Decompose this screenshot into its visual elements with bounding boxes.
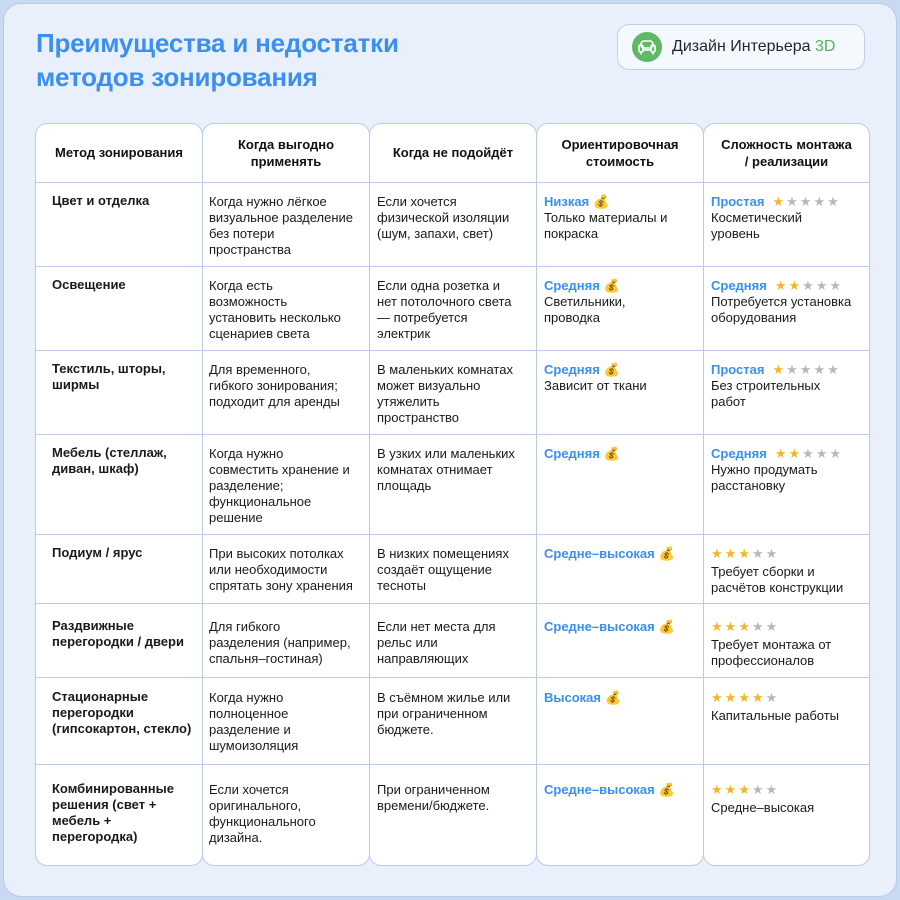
- row-divider: [35, 350, 870, 351]
- method-line: ширмы: [52, 377, 100, 392]
- when-bad-line: комнатах отнимает: [377, 462, 493, 477]
- complexity-note-line: Требует сборки и: [711, 564, 815, 579]
- header-complexity-line1: Сложность монтажа: [721, 136, 852, 152]
- star-empty-icon: ★: [765, 782, 780, 797]
- when-good-line: функциональное: [209, 494, 312, 509]
- complexity-level-row: [711, 362, 868, 378]
- when-good-line: спальня–гостиная): [209, 651, 323, 666]
- when-good-line: подходит для аренды: [209, 394, 340, 409]
- rating-stars: [772, 194, 840, 210]
- cost-level: Средне–высокая: [544, 782, 655, 797]
- cost-level-row: [544, 619, 699, 635]
- complexity-cell: [711, 546, 868, 596]
- method-line: перегородки: [52, 705, 134, 720]
- star-filled-icon: ★: [788, 446, 803, 461]
- when-good-line: разделение и: [209, 722, 291, 737]
- row-divider: [35, 764, 870, 765]
- complexity-level-row: [711, 194, 868, 210]
- method-cell: [52, 445, 202, 477]
- method-line: (гипсокартон, стекло): [52, 721, 192, 736]
- cost-note-line: Светильники,: [544, 294, 626, 309]
- when-bad-cell: [377, 782, 532, 814]
- complexity-cell: [711, 619, 868, 669]
- when-good-line: визуальное разделение: [209, 210, 354, 225]
- cost-level: Средняя: [544, 362, 600, 377]
- row-divider: [35, 434, 870, 435]
- when-bad-cell: [377, 546, 532, 594]
- when-good-line: спрятать зону хранения: [209, 578, 353, 593]
- when-bad-line: При ограниченном: [377, 782, 490, 797]
- star-empty-icon: ★: [786, 362, 800, 377]
- complexity-level-row: [711, 446, 868, 462]
- complexity-note-line: Требует монтажа от: [711, 637, 832, 652]
- cost-note-line: Зависит от ткани: [544, 378, 647, 393]
- star-empty-icon: ★: [802, 278, 816, 293]
- when-bad-cell: [377, 278, 532, 342]
- method-cell: [52, 193, 202, 209]
- page-title: [36, 26, 399, 94]
- row-divider: [35, 677, 870, 678]
- method-line: мебель +: [52, 813, 112, 828]
- method-line: Мебель (стеллаж,: [52, 445, 167, 460]
- cost-level: Средняя: [544, 278, 600, 293]
- complexity-level: Простая: [711, 362, 765, 377]
- star-filled-icon: ★: [788, 278, 803, 293]
- complexity-level-row: [711, 619, 868, 635]
- header-when-bad: [369, 123, 537, 182]
- column-method: [35, 123, 203, 866]
- brand-name-main: Дизайн Интерьера: [672, 38, 811, 55]
- brand-name: [672, 38, 835, 56]
- cost-cell: [544, 619, 699, 635]
- money-bag-icon: 💰: [593, 194, 610, 209]
- star-filled-icon: ★: [738, 690, 752, 705]
- brand-badge: [617, 24, 865, 70]
- header-cost: [536, 123, 704, 182]
- when-bad-line: бюджете.: [377, 722, 434, 737]
- method-line: решения (свет +: [52, 797, 157, 812]
- when-bad-line: физической изоляции: [377, 210, 510, 225]
- when-bad-line: В узких или маленьких: [377, 446, 515, 461]
- complexity-note-line: расчётов конструкции: [711, 580, 844, 595]
- method-line: диван, шкаф): [52, 461, 139, 476]
- when-good-line: шумоизоляция: [209, 738, 299, 753]
- complexity-note-line: работ: [711, 394, 746, 409]
- cost-level-row: [544, 194, 699, 210]
- star-empty-icon: ★: [813, 194, 828, 209]
- when-bad-line: Если одна розетка и: [377, 278, 500, 293]
- header-method: [35, 123, 203, 182]
- method-line: Раздвижные: [52, 618, 134, 633]
- when-good-line: установить несколько: [209, 310, 341, 325]
- when-bad-line: В съёмном жилье или: [377, 690, 511, 705]
- when-good-cell: [209, 194, 367, 258]
- when-bad-line: утяжелить: [377, 394, 440, 409]
- complexity-level-row: [711, 690, 868, 706]
- star-filled-icon: ★: [738, 619, 752, 634]
- star-empty-icon: ★: [799, 194, 814, 209]
- method-line: Стационарные: [52, 689, 149, 704]
- star-filled-icon: ★: [724, 546, 739, 561]
- header-when-good-line2: применять: [250, 153, 322, 169]
- star-filled-icon: ★: [724, 690, 739, 705]
- method-cell: [52, 781, 202, 845]
- when-bad-line: тесноты: [377, 578, 426, 593]
- cost-cell: [544, 782, 699, 798]
- star-filled-icon: ★: [724, 619, 739, 634]
- cost-cell: [544, 690, 699, 706]
- when-good-line: полноценное: [209, 706, 289, 721]
- star-empty-icon: ★: [829, 446, 844, 461]
- cost-level: Средне–высокая: [544, 619, 655, 634]
- when-bad-line: (шум, запахи, свет): [377, 226, 494, 241]
- star-empty-icon: ★: [802, 446, 816, 461]
- when-good-cell: [209, 782, 367, 846]
- when-bad-line: В низких помещениях: [377, 546, 509, 561]
- complexity-note-line: Потребуется установка: [711, 294, 852, 309]
- title-line-1: Преимущества и недостатки: [36, 28, 399, 58]
- cost-level: Высокая: [544, 690, 601, 705]
- method-line: Комбинированные: [52, 781, 174, 796]
- star-empty-icon: ★: [751, 546, 766, 561]
- header-complexity: [703, 123, 870, 182]
- when-good-line: При высоких потолках: [209, 546, 344, 561]
- star-empty-icon: ★: [765, 546, 780, 561]
- cost-cell: [544, 194, 699, 242]
- method-cell: [52, 277, 202, 293]
- when-good-line: разделения (например,: [209, 635, 351, 650]
- money-bag-icon: 💰: [658, 546, 675, 561]
- when-bad-cell: [377, 446, 532, 494]
- star-filled-icon: ★: [711, 782, 725, 797]
- star-empty-icon: ★: [815, 278, 830, 293]
- star-empty-icon: ★: [751, 782, 766, 797]
- star-filled-icon: ★: [738, 546, 752, 561]
- row-divider: [35, 534, 870, 535]
- cost-level-row: [544, 362, 699, 378]
- method-line: Цвет и отделка: [52, 193, 150, 208]
- when-bad-cell: [377, 690, 532, 738]
- when-bad-cell: [377, 619, 532, 667]
- when-bad-line: может визуально: [377, 378, 481, 393]
- cost-level-row: [544, 278, 699, 294]
- money-bag-icon: 💰: [604, 690, 622, 705]
- when-bad-cell: [377, 194, 532, 242]
- when-bad-line: Если хочется: [377, 194, 457, 209]
- row-divider: [35, 182, 870, 183]
- cost-cell: [544, 446, 699, 462]
- when-good-line: Когда есть: [209, 278, 273, 293]
- cost-cell: [544, 546, 699, 562]
- rating-stars: [711, 782, 779, 798]
- cost-level-row: [544, 782, 699, 798]
- star-filled-icon: ★: [711, 546, 725, 561]
- when-good-cell: [209, 690, 367, 754]
- complexity-cell: [711, 362, 868, 410]
- when-bad-line: направляющих: [377, 651, 469, 666]
- star-empty-icon: ★: [765, 619, 780, 634]
- when-good-cell: [209, 446, 367, 526]
- cost-level-row: [544, 546, 699, 562]
- cost-note-line: проводка: [544, 310, 600, 325]
- when-good-line: Когда нужно: [209, 690, 284, 705]
- when-bad-line: рельс или: [377, 635, 438, 650]
- complexity-level-row: [711, 546, 868, 562]
- complexity-cell: [711, 690, 868, 724]
- complexity-level: Простая: [711, 194, 765, 209]
- cost-note-line: покраска: [544, 226, 599, 241]
- when-bad-line: электрик: [377, 326, 431, 341]
- complexity-cell: [711, 194, 868, 242]
- when-good-line: или необходимости: [209, 562, 328, 577]
- when-good-line: возможность: [209, 294, 288, 309]
- money-bag-icon: 💰: [603, 446, 621, 461]
- header-when-bad-text: Когда не подойдёт: [392, 145, 514, 160]
- header-cost-line1: Ориентировочная: [561, 136, 679, 152]
- cost-level-row: [544, 446, 699, 462]
- star-filled-icon: ★: [772, 362, 787, 377]
- star-filled-icon: ★: [738, 782, 752, 797]
- star-filled-icon: ★: [711, 690, 725, 705]
- complexity-note-line: расстановку: [711, 478, 786, 493]
- rating-stars: [711, 619, 779, 635]
- header-cost-line2: стоимость: [585, 153, 655, 169]
- rating-stars: [775, 446, 843, 462]
- row-divider: [35, 603, 870, 604]
- armchair-icon: [632, 32, 662, 62]
- when-good-line: пространства: [209, 242, 292, 257]
- money-bag-icon: 💰: [603, 278, 621, 293]
- method-line: перегородки / двери: [52, 634, 184, 649]
- method-cell: [52, 618, 202, 650]
- star-filled-icon: ★: [724, 782, 739, 797]
- row-divider: [35, 266, 870, 267]
- cost-level-row: [544, 690, 699, 706]
- when-good-line: функционального: [209, 814, 316, 829]
- complexity-note-line: уровень: [711, 226, 760, 241]
- when-good-cell: [209, 546, 367, 594]
- star-filled-icon: ★: [711, 619, 725, 634]
- complexity-note-line: оборудования: [711, 310, 797, 325]
- complexity-level: Средняя: [711, 278, 767, 293]
- when-good-cell: [209, 362, 367, 410]
- method-line: Подиум / ярус: [52, 545, 143, 560]
- cost-level: Низкая: [544, 194, 590, 209]
- cost-cell: [544, 278, 699, 326]
- when-bad-cell: [377, 362, 532, 426]
- header-complexity-line2: / реализации: [744, 153, 829, 169]
- complexity-cell: [711, 278, 868, 326]
- complexity-note-line: Косметический: [711, 210, 802, 225]
- star-filled-icon: ★: [751, 690, 766, 705]
- when-good-line: решение: [209, 510, 263, 525]
- rating-stars: [711, 690, 779, 706]
- method-cell: [52, 689, 202, 737]
- money-bag-icon: 💰: [658, 619, 675, 634]
- cost-level: Средняя: [544, 446, 600, 461]
- method-cell: [52, 361, 202, 393]
- header-when-good-line1: Когда выгодно: [237, 136, 335, 152]
- complexity-level-row: [711, 782, 868, 798]
- title-line-2: методов зонирования: [36, 62, 318, 92]
- when-good-line: оригинального,: [209, 798, 302, 813]
- when-good-line: без потери: [209, 226, 275, 241]
- when-good-cell: [209, 619, 367, 667]
- when-bad-line: площадь: [377, 478, 432, 493]
- when-good-line: гибкого зонирования;: [209, 378, 338, 393]
- rating-stars: [772, 362, 840, 378]
- complexity-cell: [711, 446, 868, 494]
- header-when-good: [202, 123, 370, 182]
- star-empty-icon: ★: [813, 362, 828, 377]
- method-line: Текстиль, шторы,: [52, 361, 166, 376]
- star-empty-icon: ★: [815, 446, 830, 461]
- when-bad-line: — потребуется: [377, 310, 468, 325]
- rating-stars: [775, 278, 843, 294]
- star-empty-icon: ★: [786, 194, 800, 209]
- money-bag-icon: 💰: [658, 782, 675, 797]
- complexity-note-line: профессионалов: [711, 653, 815, 668]
- brand-name-accent: 3D: [815, 38, 836, 55]
- when-good-line: дизайна.: [209, 830, 263, 845]
- complexity-note-line: Без строительных: [711, 378, 821, 393]
- method-cell: [52, 545, 202, 561]
- cost-level: Средне–высокая: [544, 546, 655, 561]
- header-method-text: Метод зонирования: [54, 145, 183, 160]
- when-good-line: Когда нужно: [209, 446, 284, 461]
- when-good-line: разделение;: [209, 478, 284, 493]
- complexity-level: Средняя: [711, 446, 767, 461]
- when-good-line: Для временного,: [209, 362, 311, 377]
- money-bag-icon: 💰: [603, 362, 621, 377]
- when-bad-line: времени/бюджете.: [377, 798, 490, 813]
- star-empty-icon: ★: [799, 362, 814, 377]
- star-empty-icon: ★: [751, 619, 766, 634]
- star-empty-icon: ★: [827, 362, 841, 377]
- when-good-line: Когда нужно лёгкое: [209, 194, 327, 209]
- complexity-note-line: Средне–высокая: [711, 800, 815, 815]
- star-empty-icon: ★: [829, 278, 844, 293]
- star-empty-icon: ★: [827, 194, 841, 209]
- when-good-line: совместить хранение и: [209, 462, 350, 477]
- when-bad-line: при ограниченном: [377, 706, 488, 721]
- when-good-cell: [209, 278, 367, 342]
- when-bad-line: создаёт ощущение: [377, 562, 493, 577]
- rating-stars: [711, 546, 779, 562]
- when-bad-line: нет потолочного света: [377, 294, 512, 309]
- star-empty-icon: ★: [765, 690, 780, 705]
- when-good-line: Если хочется: [209, 782, 289, 797]
- method-line: Освещение: [52, 277, 126, 292]
- complexity-note-line: Нужно продумать: [711, 462, 818, 477]
- when-good-line: сценариев света: [209, 326, 310, 341]
- complexity-level-row: [711, 278, 868, 294]
- method-line: перегородка): [52, 829, 138, 844]
- complexity-cell: [711, 782, 868, 816]
- star-filled-icon: ★: [774, 446, 789, 461]
- cost-cell: [544, 362, 699, 394]
- star-filled-icon: ★: [774, 278, 789, 293]
- when-bad-line: В маленьких комнатах: [377, 362, 513, 377]
- when-bad-line: Если нет места для: [377, 619, 496, 634]
- star-filled-icon: ★: [772, 194, 787, 209]
- when-bad-line: пространство: [377, 410, 460, 425]
- complexity-note-line: Капитальные работы: [711, 708, 840, 723]
- when-good-line: Для гибкого: [209, 619, 281, 634]
- cost-note-line: Только материалы и: [544, 210, 668, 225]
